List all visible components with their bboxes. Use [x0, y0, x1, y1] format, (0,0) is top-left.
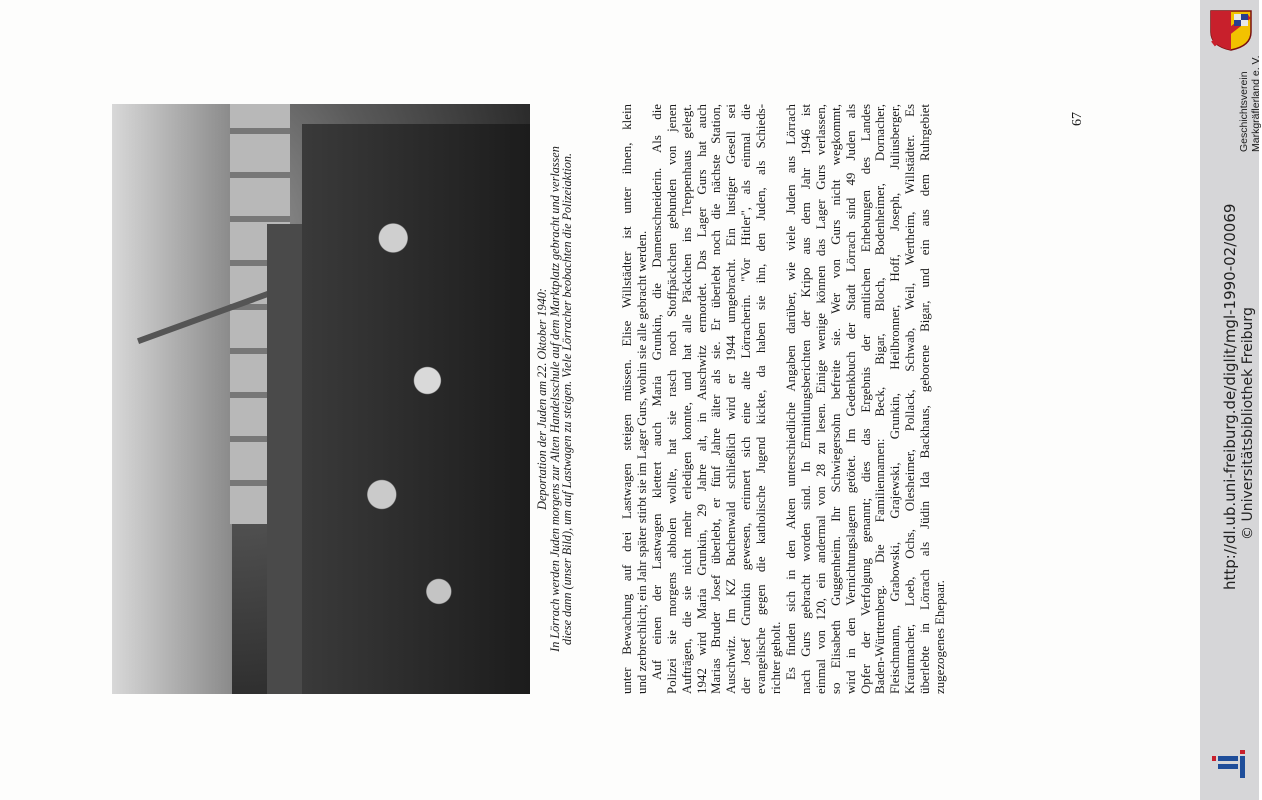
permalink-url[interactable]: http://dl.ub.uni-freiburg.de/diglit/mgl-1990-02/0069	[1221, 203, 1239, 590]
text-line: zugezogenes Ehepaar.	[933, 580, 948, 694]
deportation-photo	[112, 104, 530, 694]
text-line: wird in den Vernichtungslagern getötet. Im Gedenkbuch der Stadt Lörrach sind 49 Juden als	[843, 104, 858, 694]
text-line: Marias Bruder Josef überlebt, er fünf Jahre älter als sie. Er überlebt noch die nächste Station,	[709, 104, 724, 694]
text-line: Baden-Württemberg. Die Familiennamen: Beck, Bigar, Bloch, Bodenheimer, Dornacher,	[873, 104, 888, 694]
text-line: Opfer der Verfolgung genannt; dies das Ergebnis der amtlichen Erhebungen des Landes	[858, 104, 873, 694]
text-line: der Josef Grunkin gewesen, erinnert sich eine alte Lörracherin. "Vor Hitler", als einmal die	[739, 104, 754, 694]
photo-truck	[267, 224, 307, 694]
verein-line-2: Markgräflerland e. V.	[1250, 55, 1262, 152]
text-line: und zerbrechlich; ein Jahr später stirbt sie im Lager Gurs, wohin sie alle gebracht werden.	[634, 230, 649, 694]
text-line: Fleischmann, Grabowski, Grajewski, Grunkin, Heilbronner, Hoff, Joseph, Juliusberger,	[888, 104, 903, 694]
copyright-notice: © Universitätsbibliothek Freiburg	[1240, 307, 1256, 540]
text-line: unter Bewachung auf drei Lastwagen steigen müssen. Elise Willstädter ist unter ihnen, klein	[620, 104, 634, 694]
photo-caption	[536, 104, 574, 694]
text-line: Polizei sie morgens abholen wollte, hat sie rasch noch Stoffpäckchen gebunden von jenen	[664, 104, 679, 694]
text-line: evangelische gegen die katholische Jugend kickte, da haben sie ihn, den Juden, als Schieds-	[754, 104, 769, 694]
text-line: so Elisabeth Guggenheim. Ihr Schwiegersohn befreite sie. Wer von Gurs nicht wegkommt,	[828, 104, 843, 694]
text-line: einmal von 120, ein andermal von 28 zu lesen. Einige wenige können das Lager Gurs verlassen,	[813, 104, 828, 694]
caption-title: Deportation der Juden am 22. Oktober 1940:	[535, 288, 549, 510]
verein-name	[1238, 56, 1262, 153]
text-line: Auf einen der Lastwagen klettert auch Maria Grunkin, die Damenschneiderin. Als die	[649, 104, 664, 680]
photo-crowd	[302, 124, 530, 694]
text-line: 1942 wird Maria Grunkin, 29 Jahre alt, in Auschwitz ermordet. Das Lager Gurs hat auch	[694, 104, 709, 694]
photo-sky	[112, 104, 232, 694]
caption-line-2: diese dann (unser Bild), um auf Lastwagen zu steigen. Viele Lörracher beobachten die Polizeiaktion.	[560, 153, 574, 645]
ub-freiburg-logo-icon	[1210, 748, 1254, 782]
body-text	[620, 104, 948, 694]
text-line: Es finden sich in den Akten unterschiedliche Angaben darüber, wie viele Juden aus Lörrach	[783, 104, 798, 680]
verein-crest-icon	[1208, 8, 1254, 52]
text-line: Krautmacher, Loeb, Ochs, Olesheimer, Pollack, Schwab, Weil, Wertheim, Willstädter. Es	[903, 104, 918, 694]
text-line: nach Gurs gebracht worden sind. In Ermittlungsberichten der Kripo aus dem Jahr 1946 ist	[798, 104, 813, 694]
text-line: Aufträgen, die sie nicht mehr erledigen konnte, und hat alle Päckchen ins Treppenhaus gelegt.	[679, 104, 694, 694]
verein-line-1: Geschichtsverein	[1238, 71, 1250, 152]
page-number: 67	[1070, 112, 1085, 126]
text-line: Auschwitz. Im KZ Buchenwald schließlich wird er 1944 umgebracht. Ein lustiger Gesell sei	[724, 104, 739, 694]
text-line: überlebte in Lörrach als Jüdin Ida Backhaus, geborene Bigar, und ein aus dem Ruhrgebiet	[918, 104, 933, 694]
caption-line-1: In Lörrach werden Juden morgens zur Alten Handelsschule auf dem Marktplatz gebracht und verlassen	[547, 146, 562, 652]
text-line: richter geholt.	[769, 621, 784, 694]
